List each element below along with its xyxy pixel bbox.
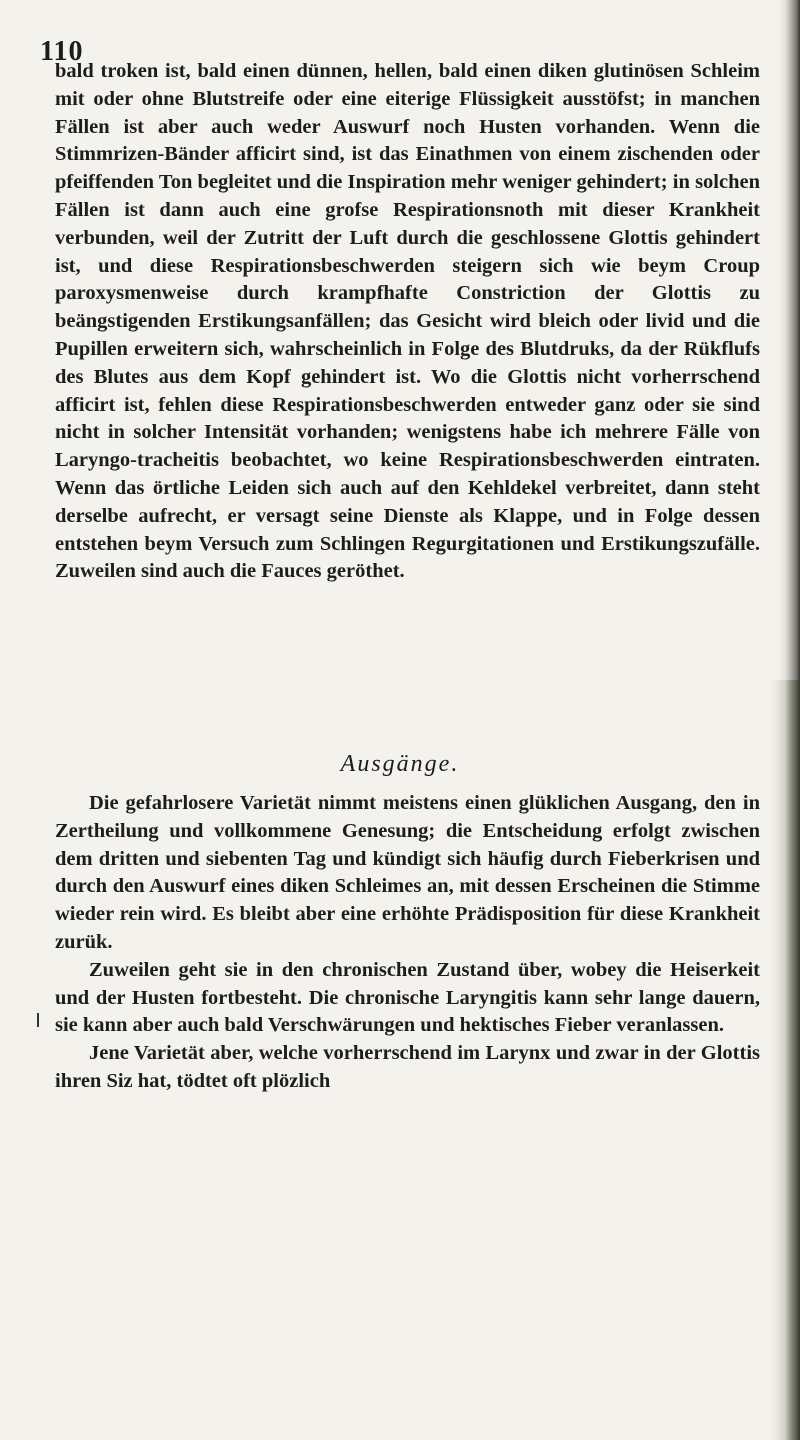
page-number: 110 — [40, 36, 84, 67]
paragraph: Zuweilen geht sie in den chronischen Zustand über, wobey die Heiserkeit und der Husten fortbesteht. Die chronische Laryngitis kann sehr lange dauern, sie kann aber auch bald Verschwärungen und hektisches Fieber veranlassen. — [55, 958, 760, 1037]
body-text-section-2 — [55, 790, 760, 1096]
section-heading: Ausgänge. — [340, 751, 460, 777]
body-text-section-1 — [55, 58, 760, 586]
paragraph: bald troken ist, bald einen dünnen, hellen, bald einen diken glutinösen Schleim mit oder ohne Blutstreife oder eine eiterige Flüssigkeit ausstöfst; in manchen Fällen ist aber auch weder Auswurf noch Husten vorhanden. Wenn die Stimmrizen-Bänder afficirt sind, ist das Einathmen von einem zischenden oder pfeiffenden Ton begleitet und die Inspiration mehr weniger gehindert; in solchen Fällen ist dann auch eine grofse Respirationsnoth mit dieser Krankheit verbunden, weil der Zutritt der Luft durch die geschlossene Glottis gehindert ist, und diese Respirationsbeschwerden steigern sich wie beym Croup paroxysmenweise durch krampfhafte Constriction der Glottis zu beängstigenden Erstikungsanfällen; das Gesicht wird bleich oder livid und die Pupillen erweitern sich, wahrscheinlich in Folge des Blutdruks, da der Rükflufs des Blutes aus dem Kopf gehindert ist. Wo die Glottis nicht vorherrschend afficirt ist, fehlen diese Respirationsbeschwerden entweder ganz oder sie sind nicht in solcher Intensität vorhanden; wenigstens habe ich mehrere Fälle von Laryngo-tracheitis beobachtet, wo keine Respirationsbeschwerden eintraten. Wenn das örtliche Leiden sich auch auf den Kehldekel verbreitet, dann steht derselbe aufrecht, er versagt seine Dienste als Klappe, und in Folge dessen entstehen beym Versuch zum Schlingen Regurgitationen und Erstikungszufälle. Zuweilen sind auch die Fauces geröthet. — [55, 60, 760, 583]
paragraph: Jene Varietät aber, welche vorherrschend im Larynx und zwar in der Glottis ihren Siz hat, tödtet oft plözlich — [55, 1042, 760, 1092]
margin-mark — [37, 1013, 39, 1027]
paragraph: Die gefahrlosere Varietät nimmt meistens einen glüklichen Ausgang, den in Zertheilung und vollkommene Genesung; die Entscheidung erfolgt zwischen dem dritten und siebenten Tag und kündigt sich häufig durch Fieberkrisen und durch den Auswurf eines diken Schleimes an, mit dessen Erscheinen die Stimme wieder rein wird. Es bleibt aber eine erhöhte Prädisposition für diese Krankheit zurük. — [55, 792, 760, 953]
page-edge-stain — [770, 680, 800, 1440]
